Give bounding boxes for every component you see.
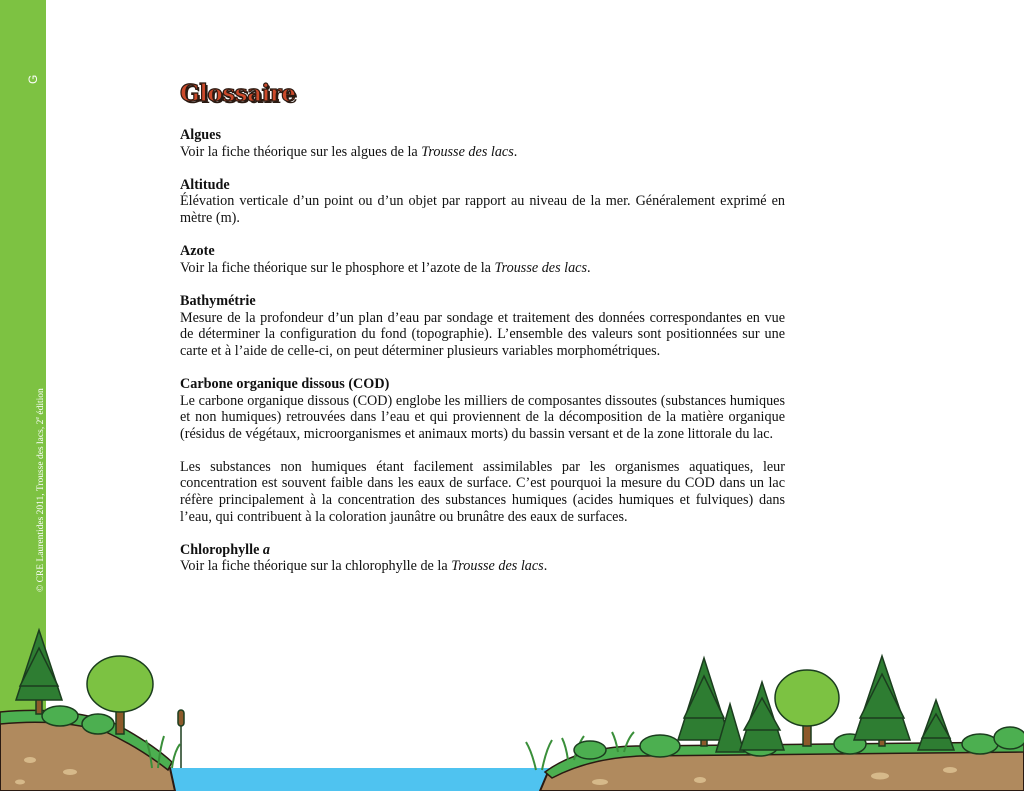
section-letter: G: [26, 74, 40, 84]
pine-tree-icon: [854, 656, 910, 746]
glossary-entry-azote: [180, 243, 785, 276]
pine-tree-icon: [918, 700, 954, 750]
term: Carbone organique dissous (COD): [180, 375, 390, 392]
definition: Voir la fiche théorique sur la chlorophylle de la Trousse des lacs.: [180, 558, 548, 575]
definition: Le carbone organique dissous (COD) englobe les milliers de composantes dissoutes (substances humiques et non humiques) retrouvées dans l’eau et qui proviennent de la décomposition de la matière organique (résidus de végétaux, microorganismes et animaux morts) du bassin versant et de la zone littorale du lac.: [180, 392, 785, 442]
copyright-credit: © CRE Laurentides 2011, Trousse des lacs, 2e édition: [35, 388, 47, 592]
glossary-entry-cod: [180, 376, 785, 442]
definition-paragraph: Les substances non humiques étant facilement assimilables par les organismes aquatiques, leur concentration est souvent faible dans les eaux de surface. C’est pourquoi la mesure du COD dans un lac réfère principalement à la concentration des substances humiques (acides humiques et fulviques) dans l’eau, qui contribuent à la coloration jaunâtre ou brunâtre des eaux de surfaces.: [180, 458, 785, 525]
pebble: [871, 773, 889, 780]
definition: Mesure de la profondeur d’un plan d’eau par sondage et traitement des données correspondantes en vue de déterminer la configuration du fond (topographie). L’ensemble des valeurs sont positionnées sur une carte et à l’aide de celle-ci, on peut déterminer plusieurs variables morphométriques.: [180, 309, 785, 359]
term: Bathymétrie: [180, 292, 256, 309]
pebble: [63, 769, 77, 775]
term: Altitude: [180, 176, 230, 193]
page-title: Glossaire: [180, 80, 296, 107]
glossary-entry-chlorophylle: [180, 542, 785, 575]
pine-tree-icon: [16, 630, 62, 714]
term: Chlorophylle a: [180, 541, 271, 558]
pebble: [694, 777, 706, 783]
term: Azote: [180, 243, 215, 260]
definition: Voir la fiche théorique sur les algues de la Trousse des lacs.: [180, 143, 518, 160]
pebble: [592, 779, 608, 785]
term: Algues: [180, 127, 221, 143]
glossary-entry-altitude: [180, 177, 785, 227]
definition: Voir la fiche théorique sur le phosphore et l’azote de la Trousse des lacs.: [180, 259, 591, 276]
definition: Élévation verticale d’un point ou d’un objet par rapport au niveau de la mer. Généralement exprimé en mètre (m).: [180, 193, 785, 226]
landscape-illustration: [0, 600, 1024, 791]
pebble: [943, 767, 957, 773]
glossary-entry-algues: [180, 127, 785, 160]
glossary-content: [180, 127, 785, 592]
pebble: [24, 757, 36, 763]
cattail-icon: [178, 710, 184, 768]
glossary-entry-bathymetrie: [180, 293, 785, 359]
pebble: [15, 780, 25, 785]
round-tree-icon: [775, 670, 839, 746]
